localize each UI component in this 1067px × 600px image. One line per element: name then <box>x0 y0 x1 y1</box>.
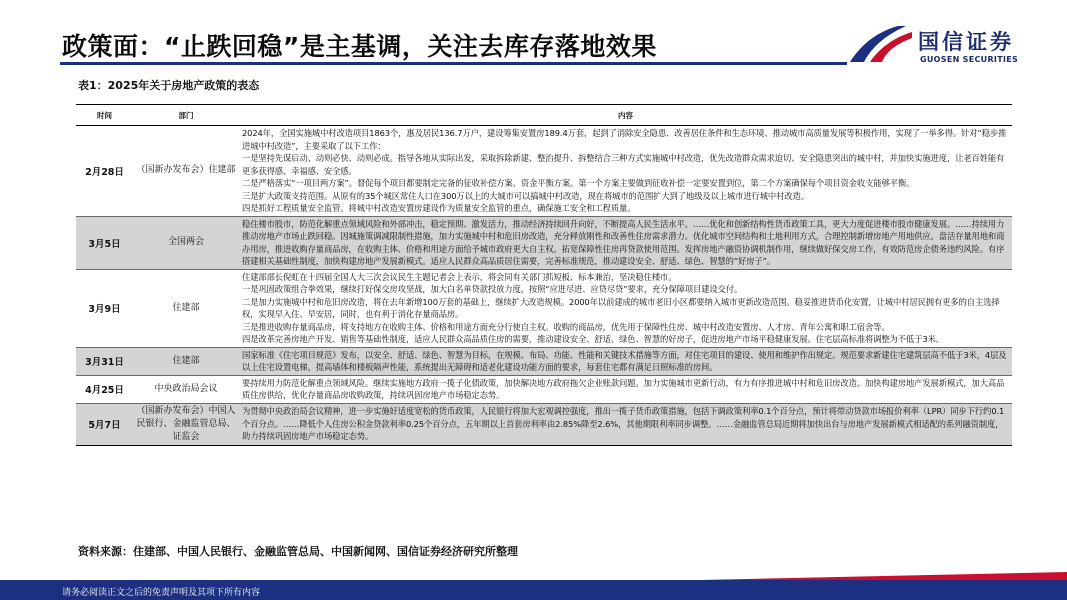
row-date: 3月9日 <box>76 269 133 347</box>
row-content-text: 住建部部长倪虹在十四届全国人大三次会议民生主题记者会上表示，将会同有关部门抓短板、标本兼治，坚决稳住楼市。 一是巩固政策组合拳效果，继续打好保交房攻坚战，加大白名单贷款投放力度，按照“应进尽进、应贷尽贷”要求，充分保障项目建设交付。 二是加力实施城中村和危旧房改造，将在去年新增100万套的基础上，继续扩大改造规模。2000年以前建成的城市老旧小区都要纳入城市更新改造范围。稳妥推进货币化安置，让城中村居民拥有更多的自主选择权，实现早入住、早安居，同时，也有利于消化存量商品房。 三是推进收购存量商品房，将支持地方在收购主体、价格和用途方面充分行使自主权。收购的商品房，优先用于保障性住房、城中村改造安置房、人才房、青年公寓和职工宿舍等。 四是改革完善房地产开发、销售等基础性制度，适应人民群众高品质住房的需要，推动建设安全、舒适、绿色、智慧的好房子，促进房地产市场平稳健康发展。住宅层高标准将调整为不低于3米。 <box>242 271 1000 344</box>
row-content-text: 为贯彻中央政治局会议精神，进一步实施好适度宽松的货币政策，人民银行将加大宏观调控强度，推出一揽子货币政策措施，包括下调政策利率0.1个百分点，预计将带动贷款市场报价利率（LPR）同步下行约0.1个百分点。……降低个人住房公积金贷款利率0.25个百分点，五年期以上首套房利率由2.85%降至2.6%，其他期限利率同步调整。……金融监管总局近期将加快出台与房地产发展新模式相适配的系列融资制度，助力持续巩固房地产市场稳定态势。 <box>242 406 1005 442</box>
table-row <box>76 403 1012 445</box>
footer-bar <box>0 580 1067 600</box>
row-content <box>239 216 1012 269</box>
page-title: 政策面：“止跌回稳”是主基调，关注去库存落地效果 <box>62 32 657 61</box>
logo-text-cn: 国信证券 <box>918 30 1014 54</box>
row-dept: 住建部 <box>133 269 239 347</box>
row-dept: 中央政治局会议 <box>133 375 239 403</box>
table-row <box>76 269 1012 347</box>
row-content-text: 国家标准《住宅项目规范》发布，以安全、舒适、绿色、智慧为目标，在规模、布局、功能、性能和关键技术措施等方面，对住宅项目的建设、使用和维护作出规定。规范要求新建住宅建筑层高不低于3米，4层及以上住宅设置电梯，提高墙体和楼板隔声性能，系统提出无障碍和适老化建设功能方面的要求，每套住宅都有满足日照标准的房间。 <box>242 349 1007 372</box>
table-row <box>76 216 1012 269</box>
row-date: 3月31日 <box>76 347 133 375</box>
row-date: 3月5日 <box>76 216 133 269</box>
row-dept: 住建部 <box>133 347 239 375</box>
table-row <box>76 347 1012 375</box>
row-date: 5月7日 <box>76 403 133 445</box>
table-header-row <box>76 105 1012 126</box>
table-row <box>76 375 1012 403</box>
row-content <box>239 347 1012 375</box>
source-note: 资料来源：住建部、中国人民银行、金融监管总局、中国新闻网、国信证券经济研究所整理 <box>78 545 518 558</box>
row-dept: 全国两会 <box>133 216 239 269</box>
table-row <box>76 126 1012 217</box>
header-dept: 部门 <box>133 105 239 126</box>
row-content-text: 2024年，全国实施城中村改造项目1863个，惠及居民136.7万户，建设筹集安置房189.4万套，起到了消除安全隐患、改善居住条件和生态环境、推动城市高质量发展等积极作用，实现了一举多得。针对“稳步推进城中村改造”，主要采取了以下工作： 一是坚持先谋后动、动则必快、动则必成。指导各地从实际出发，采取拆除新建、整治提升、拆整结合三种方式实施城中村改造，优先改造群众需求迫切、安全隐患突出的城中村，并加快实施进度，让老百姓能有更多获得感、幸福感、安全感。 二是严格落实“一项目两方案”。督促每个项目都要制定完备的征收补偿方案、资金平衡方案。第一个方案主要做到征收补偿一定要安置到位，第二个方案确保每个项目资金收支能够平衡。 三是扩大政策支持范围。从原有的35个城区常住人口在300万以上的大城市可以搞城中村改造，现在将城市的范围扩大到了地级及以上城市进行城中村改造。 四是抓好工程质量安全监管。将城中村改造安置房建设作为质量安全监管的重点，确保施工安全和工程质量。 <box>242 128 1007 213</box>
row-content-text: 要持续用力防范化解重点领域风险。继续实施地方政府一揽子化债政策，加快解决地方政府拖欠企业账款问题。加力实施城市更新行动，有力有序推进城中村和危旧房改造。加快构建房地产发展新模式，加大高品质住房供给，优化存量商品房收购政策，持续巩固房地产市场稳定态势。 <box>242 377 1005 400</box>
row-content <box>239 269 1012 347</box>
header-date: 时间 <box>76 105 133 126</box>
row-date: 2月28日 <box>76 126 133 217</box>
footer-accent-stripe <box>0 572 1067 580</box>
row-content <box>239 403 1012 445</box>
policy-table <box>76 104 1012 446</box>
row-content <box>239 375 1012 403</box>
footer-disclaimer: 请务必阅读正文之后的免责声明及其项下所有内容 <box>62 588 261 598</box>
row-content <box>239 126 1012 217</box>
row-date: 4月25日 <box>76 375 133 403</box>
header-content: 内容 <box>239 105 1012 126</box>
table-caption: 表1：2025年关于房地产政策的表态 <box>78 79 260 92</box>
logo-mark-icon <box>848 24 914 64</box>
row-dept: （国新办发布会）中国人民银行、金融监管总局、证监会 <box>133 403 239 445</box>
title-underline <box>60 62 847 65</box>
logo-text-en: GUOSEN SECURITIES <box>920 55 1019 64</box>
row-dept: （国新办发布会）住建部 <box>133 126 239 217</box>
row-content-text: 稳住楼市股市，防范化解重点领域风险和外部冲击，稳定预期、激发活力，推动经济持续回升向好，不断提高人民生活水平。……优化和创新结构性货币政策工具，更大力度促进楼市股市健康发展。……持续用力推动房地产市场止跌回稳。因城施策调减限制性措施，加力实施城中村和危旧房改造，充分释放刚性和改善性住房需求潜力。优化城市空间结构和土地利用方式，合理控制新增房地产用地供应。盘活存量用地和商办用房，推进收购存量商品房，在收购主体、价格和用途方面给予城市政府更大自主权。拓宽保障性住房再贷款使用范围。发挥房地产融资协调机制作用，继续做好保交房工作，有效防范房企债务违约风险。有序搭建相关基础性制度，加快构建房地产发展新模式。适应人民群众高品质居住需要，完善标准规范，推动建设安全、舒适、绿色、智慧的“好房子”。 <box>242 218 1005 266</box>
guosen-logo <box>848 22 1048 72</box>
